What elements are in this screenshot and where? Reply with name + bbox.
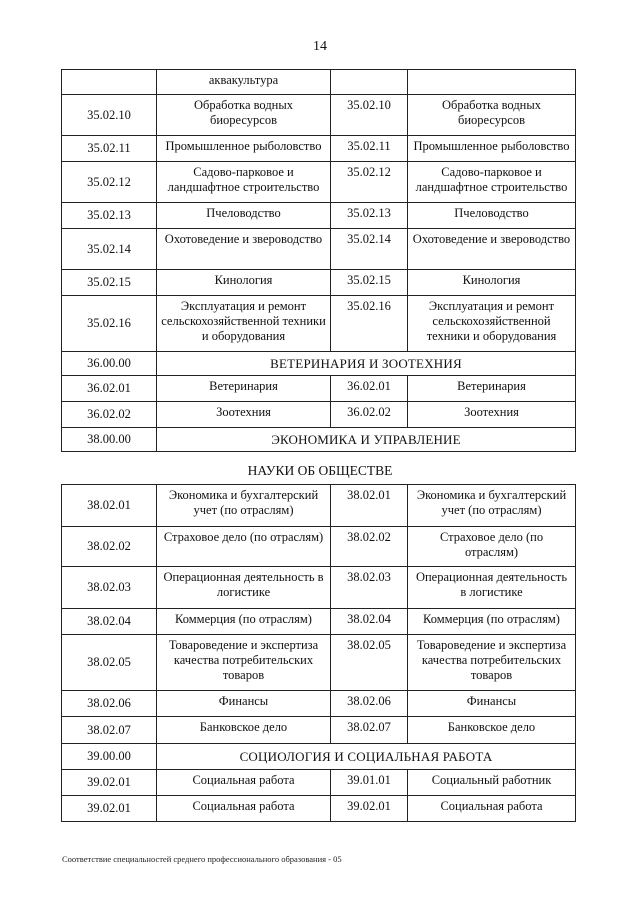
table-row bbox=[62, 229, 576, 270]
old-name: Товароведение и экспертиза качества потребительских товаров bbox=[157, 635, 331, 691]
table-row bbox=[62, 70, 576, 95]
new-name: Операционная деятельность в логистике bbox=[408, 567, 576, 609]
old-code: 39.02.01 bbox=[62, 770, 157, 796]
new-code: 39.02.01 bbox=[331, 796, 408, 822]
old-name: Страховое дело (по отраслям) bbox=[157, 527, 331, 567]
new-code: 35.02.12 bbox=[331, 162, 408, 203]
table-row bbox=[62, 717, 576, 744]
table-row bbox=[62, 270, 576, 296]
new-name: Социальный работник bbox=[408, 770, 576, 796]
new-code: 35.02.15 bbox=[331, 270, 408, 296]
table-row bbox=[62, 376, 576, 402]
new-name: Садово-парковое и ландшафтное строительство bbox=[408, 162, 576, 203]
old-code: 38.02.07 bbox=[62, 717, 157, 744]
table-row bbox=[62, 609, 576, 635]
new-name: Пчеловодство bbox=[408, 203, 576, 229]
new-name: Страховое дело (по отраслям) bbox=[408, 527, 576, 567]
page-footer: Соответствие специальностей среднего профессионального образования - 05 bbox=[62, 854, 342, 864]
section-row bbox=[62, 352, 576, 376]
new-name: Ветеринария bbox=[408, 376, 576, 402]
specialties-table-2 bbox=[61, 484, 576, 822]
new-name: Эксплуатация и ремонт сельскохозяйственной техники и оборудования bbox=[408, 296, 576, 352]
old-name: Эксплуатация и ремонт сельскохозяйственной техники и оборудования bbox=[157, 296, 331, 352]
old-name: Садово-парковое и ландшафтное строительство bbox=[157, 162, 331, 203]
new-code: 38.02.01 bbox=[331, 485, 408, 527]
old-name: Операционная деятельность в логистике bbox=[157, 567, 331, 609]
group-code: 36.00.00 bbox=[62, 352, 157, 376]
table-row bbox=[62, 770, 576, 796]
old-code: 35.02.15 bbox=[62, 270, 157, 296]
new-name: Финансы bbox=[408, 691, 576, 717]
new-code: 38.02.03 bbox=[331, 567, 408, 609]
page-number: 14 bbox=[313, 39, 327, 54]
group-code: 39.00.00 bbox=[62, 744, 157, 770]
new-name: Зоотехния bbox=[408, 402, 576, 428]
old-code: 38.02.04 bbox=[62, 609, 157, 635]
table-row bbox=[62, 162, 576, 203]
old-name: Коммерция (по отраслям) bbox=[157, 609, 331, 635]
new-name: Банковское дело bbox=[408, 717, 576, 744]
new-name bbox=[408, 70, 576, 95]
table-row bbox=[62, 691, 576, 717]
section-heading: НАУКИ ОБ ОБЩЕСТВЕ bbox=[247, 463, 393, 478]
table-row bbox=[62, 527, 576, 567]
old-code: 36.02.01 bbox=[62, 376, 157, 402]
old-name: Ветеринария bbox=[157, 376, 331, 402]
new-code: 36.02.01 bbox=[331, 376, 408, 402]
new-code: 35.02.16 bbox=[331, 296, 408, 352]
new-name: Обработка водных биоресурсов bbox=[408, 95, 576, 136]
old-name: Зоотехния bbox=[157, 402, 331, 428]
old-name: Социальная работа bbox=[157, 770, 331, 796]
old-code: 35.02.12 bbox=[62, 162, 157, 203]
new-code: 38.02.05 bbox=[331, 635, 408, 691]
section-row bbox=[62, 428, 576, 452]
new-code: 35.02.14 bbox=[331, 229, 408, 270]
old-code bbox=[62, 70, 157, 95]
new-name: Экономика и бухгалтерский учет (по отраслям) bbox=[408, 485, 576, 527]
table-row bbox=[62, 136, 576, 162]
section-row bbox=[62, 744, 576, 770]
table-row bbox=[62, 95, 576, 136]
old-code: 38.02.03 bbox=[62, 567, 157, 609]
table-row bbox=[62, 796, 576, 822]
new-code: 38.02.07 bbox=[331, 717, 408, 744]
old-name: Кинология bbox=[157, 270, 331, 296]
new-name: Охотоведение и звероводство bbox=[408, 229, 576, 270]
new-code: 38.02.04 bbox=[331, 609, 408, 635]
old-code: 38.02.05 bbox=[62, 635, 157, 691]
new-code bbox=[331, 70, 408, 95]
new-code: 39.01.01 bbox=[331, 770, 408, 796]
old-name: Банковское дело bbox=[157, 717, 331, 744]
old-code: 38.02.02 bbox=[62, 527, 157, 567]
new-name: Социальная работа bbox=[408, 796, 576, 822]
table-row bbox=[62, 203, 576, 229]
old-name: Охотоведение и звероводство bbox=[157, 229, 331, 270]
group-title: ВЕТЕРИНАРИЯ И ЗООТЕХНИЯ bbox=[157, 352, 576, 376]
new-name: Коммерция (по отраслям) bbox=[408, 609, 576, 635]
old-code: 35.02.14 bbox=[62, 229, 157, 270]
old-code: 38.02.06 bbox=[62, 691, 157, 717]
new-code: 35.02.10 bbox=[331, 95, 408, 136]
new-name: Товароведение и экспертиза качества потребительских товаров bbox=[408, 635, 576, 691]
new-code: 36.02.02 bbox=[331, 402, 408, 428]
group-title: ЭКОНОМИКА И УПРАВЛЕНИЕ bbox=[157, 428, 576, 452]
old-code: 35.02.11 bbox=[62, 136, 157, 162]
old-code: 38.02.01 bbox=[62, 485, 157, 527]
old-code: 35.02.10 bbox=[62, 95, 157, 136]
old-name: Социальная работа bbox=[157, 796, 331, 822]
old-name: Пчеловодство bbox=[157, 203, 331, 229]
table-row bbox=[62, 296, 576, 352]
old-name: Экономика и бухгалтерский учет (по отраслям) bbox=[157, 485, 331, 527]
new-code: 38.02.06 bbox=[331, 691, 408, 717]
old-code: 36.02.02 bbox=[62, 402, 157, 428]
old-name: аквакультура bbox=[157, 70, 331, 95]
old-name: Обработка водных биоресурсов bbox=[157, 95, 331, 136]
table-row bbox=[62, 567, 576, 609]
old-name: Промышленное рыболовство bbox=[157, 136, 331, 162]
new-name: Кинология bbox=[408, 270, 576, 296]
specialties-table-1 bbox=[61, 69, 576, 452]
old-code: 39.02.01 bbox=[62, 796, 157, 822]
new-code: 35.02.13 bbox=[331, 203, 408, 229]
new-code: 38.02.02 bbox=[331, 527, 408, 567]
old-name: Финансы bbox=[157, 691, 331, 717]
old-code: 35.02.16 bbox=[62, 296, 157, 352]
table-row bbox=[62, 485, 576, 527]
old-code: 35.02.13 bbox=[62, 203, 157, 229]
table-row bbox=[62, 635, 576, 691]
new-name: Промышленное рыболовство bbox=[408, 136, 576, 162]
table-row bbox=[62, 402, 576, 428]
group-title: СОЦИОЛОГИЯ И СОЦИАЛЬНАЯ РАБОТА bbox=[157, 744, 576, 770]
group-code: 38.00.00 bbox=[62, 428, 157, 452]
new-code: 35.02.11 bbox=[331, 136, 408, 162]
